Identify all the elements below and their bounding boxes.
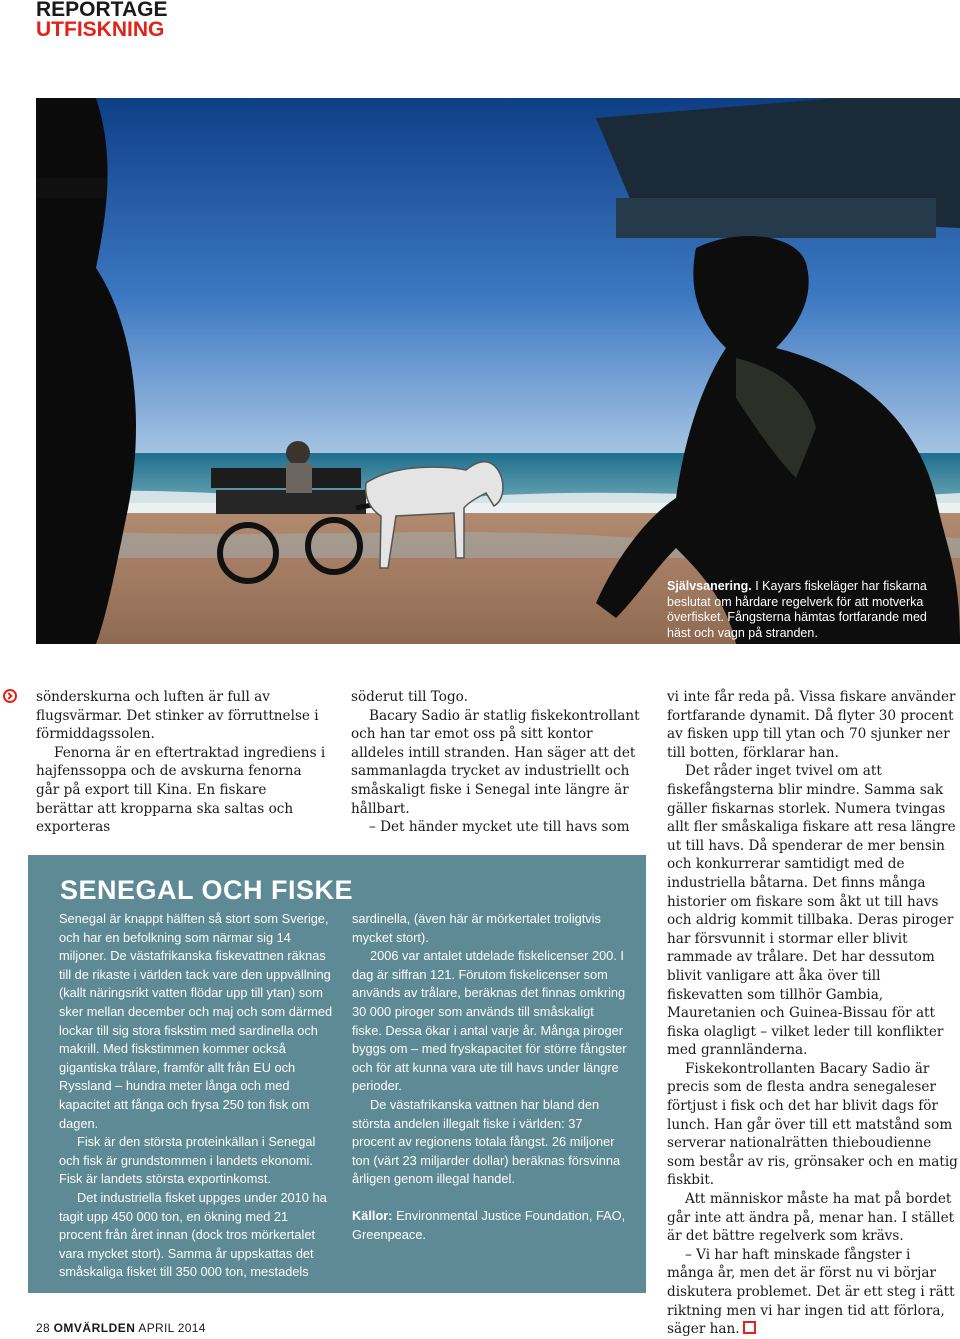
beach-photo	[36, 98, 960, 644]
fact-box-paragraph-1: Senegal är knappt hälften så stort som Sverige, och har en befolkning som närmar sig 14 miljoner. De västafrikanska fiskevattnen räknas till de rikaste i världen tack vare den uppvällning (kallt näringsrikt vatten flödar upp till ytan) som sker mellan december och maj och som därmed lockar till sig stora fiskstim med sardinella och makrill. Med fiskstimmen kommer också gigantiska trålare, framför allt från EU och Ryssland – hundra meter långa och med kapacitet att fånga och frysa 250 ton fisk om dagen.	[59, 911, 333, 1131]
sources-text: Environmental Justice Foundation, FAO, Greenpeace.	[352, 1207, 626, 1242]
beach-scene-illustration	[36, 98, 960, 644]
page-footer	[36, 1321, 206, 1335]
fact-box-paragraph-2: Fisk är den största proteinkällan i Senegal och fisk är grundstommen i landets ekonomi. Fisk är landets största exportinkomst.	[59, 1134, 316, 1187]
section-sublabel: UTFISKNING	[36, 18, 165, 41]
col1-paragraph-1: sönderskurna och luften är full av flugsvärmar. Det stinker av förruttnelse i förmiddagssolen.	[36, 689, 319, 743]
caption-text: I Kayars fiskeläger har fiskarna beslutat om hårdare regelverk för att motverka överfisket. Fångsterna hämtas fortfarande med häst och vagn på stranden.	[667, 579, 927, 640]
article-column-2	[351, 688, 641, 837]
fact-box-paragraph-3: Det industriella fisket uppges under 2010 ha tagit upp 450 000 ton, en ökning med 21 procent från året innan (dock tros mörkertalet vara mycket stort). Samma år uppskattas det småskaliga fisket till 350 000 ton, mestadels	[59, 1189, 327, 1280]
col2-paragraph-2: Bacary Sadio är statlig fiskekontrollant och han tar emot oss på sitt kontor alldeles intill stranden. Han säger att det sammanlagda trycket av industriellt och småskaligt fiske i Senegal inte längre är hållbart.	[351, 707, 640, 817]
fact-box-paragraph-5: 2006 var antalet utdelade fiskelicenser 200. I dag är siffran 121. Förutom fiskelicenser som används av trålare, beräknas det finnas omkring 30 000 piroger som används till småskaligt fiske. Dessa ökar i antal varje år. Många piroger byggs om – med fryskapacitet för större fångster och för att kunna vara ute till havs under längre perioder.	[352, 948, 627, 1094]
article-column-3	[667, 688, 960, 1339]
section-label: REPORTAGE	[36, 0, 168, 21]
magazine-brand: OMVÄRLDEN	[53, 1321, 136, 1335]
col3-paragraph-1: vi inte får reda på. Vissa fiskare använder fortfarande dynamit. Då flyter 30 procent av fisken upp till ytan och 70 sjunker ner till botten, förklarar han.	[667, 689, 956, 761]
issue-date: APRIL 2014	[138, 1321, 206, 1335]
photo-caption	[667, 579, 952, 641]
fact-box-paragraph-6: De västafrikanska vattnen har bland den största andelen illegalt fiske i världen: 37 procent av regionens totala fångst. 26 miljoner ton (värt 23 miljarder dollar) beräknas försvinna årligen genom illegal handel.	[352, 1096, 621, 1187]
continue-arrow-icon	[3, 689, 17, 703]
col3-paragraph-2: Det råder inget tvivel om att fiskefångsterna blir mindre. Samma sak gäller fiskarnas storlek. Numera tvingas allt fler småskaliga fiskare att resa längre ut till havs. Då spenderar de mer bensin och konkurrerar samtidigt med de industriella båtarna. Det finns många historier om fiskare som åkt ut till havs och aldrig kommit tillbaka. Deras piroger har försvunnit i stormar eller blivit rammade av trålare. Det har dessutom blivit vanligare att åka över till fiskevatten som tillhör Gambia, Mauretanien och Guinea-Bissau för att fiska olagligt – vilket leder till konflikter med grannländerna.	[667, 763, 956, 1059]
col2-paragraph-1: söderut till Togo.	[351, 689, 468, 705]
col3-paragraph-3: Fiskekontrollanten Bacary Sadio är precis som de flesta andra senegaleser förtjust i fisk och det har blivit dags för lunch. Han går över till ett matstånd som serverar nationalrätten thieboudienne som består av ris, grönsaker och en matig fiskbit.	[667, 1060, 958, 1189]
article-column-1	[36, 688, 326, 837]
fact-box-title: SENEGAL OCH FISKE	[60, 875, 354, 905]
end-mark-icon	[743, 1321, 756, 1334]
fact-box-paragraph-4: sardinella, (även här är mörkertalet troligtvis mycket stort).	[352, 911, 601, 945]
col3-paragraph-4: Att människor måste ha mat på bordet går inte att ändra på, menar han. I stället är det bättre regelverk som krävs.	[667, 1191, 955, 1245]
col3-paragraph-5-text: – Vi har haft minskade fångster i många år, men det är först nu vi börjar diskutera problemet. Det är ett steg i rätt riktning men vi har ingen tid att förlora, säger han.	[667, 1246, 955, 1338]
col2-paragraph-3: – Det händer mycket ute till havs som	[369, 819, 630, 836]
fact-box-column-2	[352, 910, 627, 1244]
page-number: 28	[36, 1321, 50, 1335]
section-header	[36, 0, 167, 40]
fact-box-sources	[352, 1207, 627, 1244]
fact-box-column-1	[59, 910, 333, 1282]
col1-paragraph-2: Fenorna är en eftertraktad ingrediens i hajfenssoppa och de avskurna fenorna går på export till Kina. En fiskare berättar att kropparna ska saltas och exporteras	[36, 744, 326, 836]
col3-paragraph-5	[667, 1246, 960, 1339]
sources-label: Källor:	[352, 1207, 393, 1223]
fact-box	[28, 855, 646, 1293]
caption-lead: Självsanering.	[667, 579, 752, 593]
